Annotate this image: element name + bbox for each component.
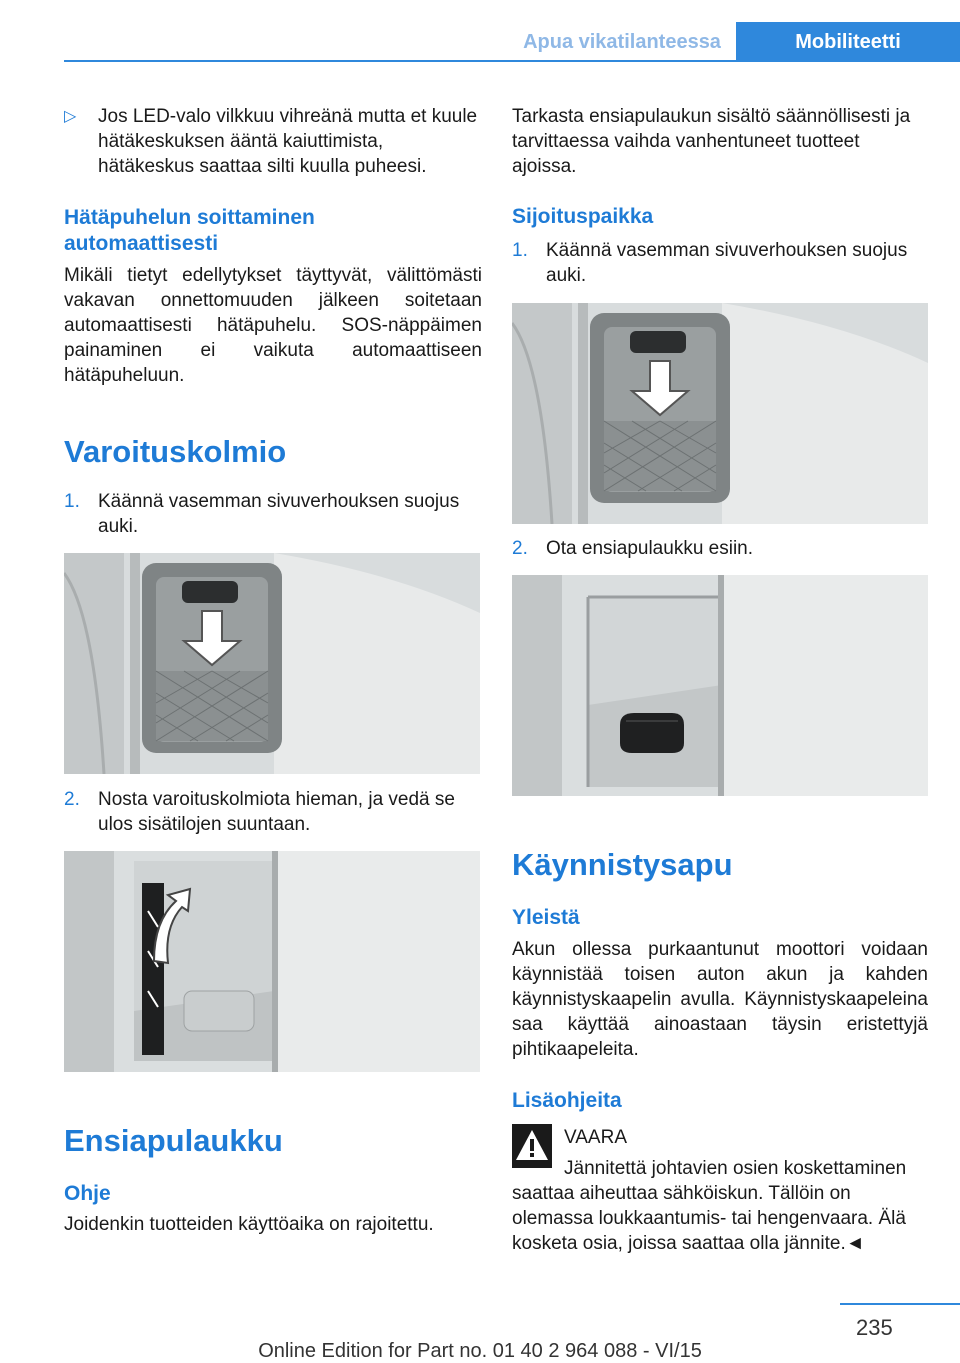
- firstaid-intro-text: Tarkasta ensiapulaukun sisältö säännöllisesti ja tarvittaessa vaihda vanhentuneet tuotteet ajoissa.: [512, 106, 911, 177]
- warning-text: [512, 1156, 930, 1256]
- jump-start-heading: Käynnistysapu: [512, 847, 733, 882]
- firstaid-heading: Ensiapulaukku: [64, 1123, 283, 1158]
- page-number: 235: [856, 1315, 893, 1340]
- triangle-step-2-number: 2.: [64, 789, 80, 810]
- bullet-triangle-icon: ▷: [64, 108, 77, 125]
- general-heading: Yleistä: [512, 906, 580, 929]
- auto-call-text: Mikäli tietyt edellytykset täyttyvät, välittömästi vakavan onnettomuuden jälkeen soitetaan automaattisesti hätäpuhelu. SOS-näppäimen painaminen ei vaikuta automaattiseen hätäpuheluun.: [64, 265, 482, 386]
- figure-firstaid-kit: [512, 575, 928, 796]
- figure-remove-triangle: [64, 851, 480, 1072]
- note-text: Joidenkin tuotteiden käyttöaika on rajoitettu.: [64, 1214, 434, 1235]
- warning-title: VAARA: [564, 1127, 628, 1148]
- section-tab[interactable]: Apua vikatilanteessa: [508, 24, 736, 60]
- triangle-step-1-number: 1.: [64, 491, 80, 512]
- location-heading: Sijoituspaikka: [512, 205, 654, 228]
- led-note-text: Jos LED-valo vilkkuu vihreänä mutta et kuule hätäkeskuksen ääntä kaiuttimista, hätäkeskus saattaa silti kuulla puheesi.: [98, 106, 478, 177]
- warning-text-body: Jännitettä johtavien osien koskettaminen saattaa aiheuttaa sähköiskun. Tällöin on olemassa loukkaantumis- tai hengenvaara. Älä kosketa osia, joissa saattaa olla jännite.◄: [512, 1158, 907, 1254]
- location-step-1-text: Käännä vasemman sivuverhouksen suojus auki.: [546, 240, 908, 286]
- location-step-2-number: 2.: [512, 538, 528, 559]
- location-step-1-number: 1.: [512, 240, 528, 261]
- triangle-heading: Varoituskolmio: [64, 434, 287, 469]
- general-text: Akun ollessa purkaantunut moottori voidaan käynnistää toisen auton akun ja kahden käynnistyskaapelin avulla. Käynnistyskaapeleina saa käyttää ainoastaan täysin eristettyjä pihtikaapeleita.: [512, 939, 928, 1060]
- auto-call-heading: Hätäpuhelun soittaminen automaattisesti: [64, 206, 315, 255]
- header-rule: [64, 60, 960, 62]
- chapter-tab[interactable]: Mobiliteetti: [736, 22, 960, 62]
- triangle-step-2-text: Nosta varoituskolmiota hieman, ja vedä se ulos sisätilojen suuntaan.: [98, 789, 455, 835]
- figure-open-cover: [64, 553, 480, 774]
- figure-open-cover-2: [512, 303, 928, 524]
- online-edition-footer: Online Edition for Part no. 01 40 2 964 088 - VI/15: [258, 1340, 702, 1362]
- location-step-2-text: Ota ensiapulaukku esiin.: [546, 538, 754, 559]
- extra-info-heading: Lisäohjeita: [512, 1089, 622, 1112]
- footer-rule: [840, 1303, 960, 1305]
- triangle-step-1-text: Käännä vasemman sivuverhouksen suojus auki.: [98, 491, 460, 537]
- note-heading: Ohje: [64, 1182, 111, 1205]
